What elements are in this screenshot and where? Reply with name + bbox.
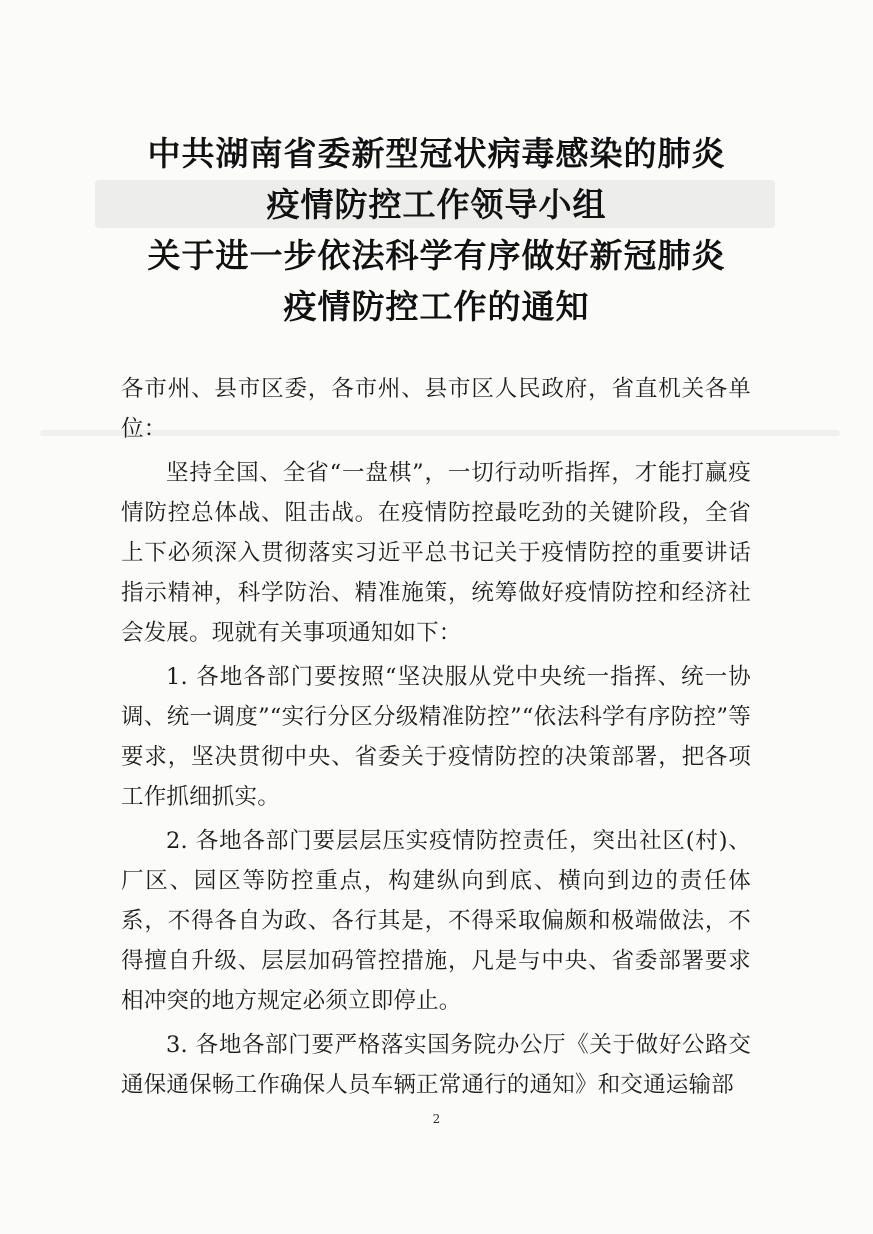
paragraph-item-2: 2. 各地各部门要层层压实疫情防控责任，突出社区(村)、厂区、园区等防控重点，构建纵向到底、横向到边的责任体系，不得各自为政、各行其是，不得采取偏颇和极端做法，不得擅自升级、层层加码管控措施，凡是与中央、省委部署要求相冲突的地方规定必须立即停止。 — [121, 828, 751, 1014]
salutation: 各市州、县市区委，各市州、县市区人民政府，省直机关各单位： — [121, 376, 751, 442]
title-line-4: 疫情防控工作的通知 — [283, 287, 590, 326]
paragraph-intro: 坚持全国、全省“一盘棋”，一切行动听指挥，才能打赢疫情防控总体战、阻击战。在疫情防控最吃劲的关键阶段，全省上下必须深入贯彻落实习近平总书记关于疫情防控的重要讲话指示精神，科学防治、精准施策，统筹做好疫情防控和经济社会发展。现就有关事项通知如下： — [121, 460, 751, 646]
title-line-1: 中共湖南省委新型冠状病毒感染的肺炎 — [147, 134, 726, 173]
title-line-2: 疫情防控工作领导小组 — [266, 185, 607, 224]
paragraph-item-1: 1. 各地各部门要按照“坚决服从党中央统一指挥、统一协调、统一调度”“实行分区分级精准防控”“依法科学有序防控”等要求，坚决贯彻中央、省委关于疫情防控的决策部署，把各项工作抓细抓实。 — [121, 664, 751, 810]
title-line-3: 关于进一步依法科学有序做好新冠肺炎 — [147, 236, 726, 275]
page-number: 2 — [432, 1112, 441, 1126]
paragraph-item-3: 3. 各地各部门要严格落实国务院办公厅《关于做好公路交通保通保畅工作确保人员车辆正常通行的通知》和交通运输部 — [121, 1032, 751, 1098]
document-title — [110, 128, 763, 332]
document-body — [121, 369, 751, 1105]
